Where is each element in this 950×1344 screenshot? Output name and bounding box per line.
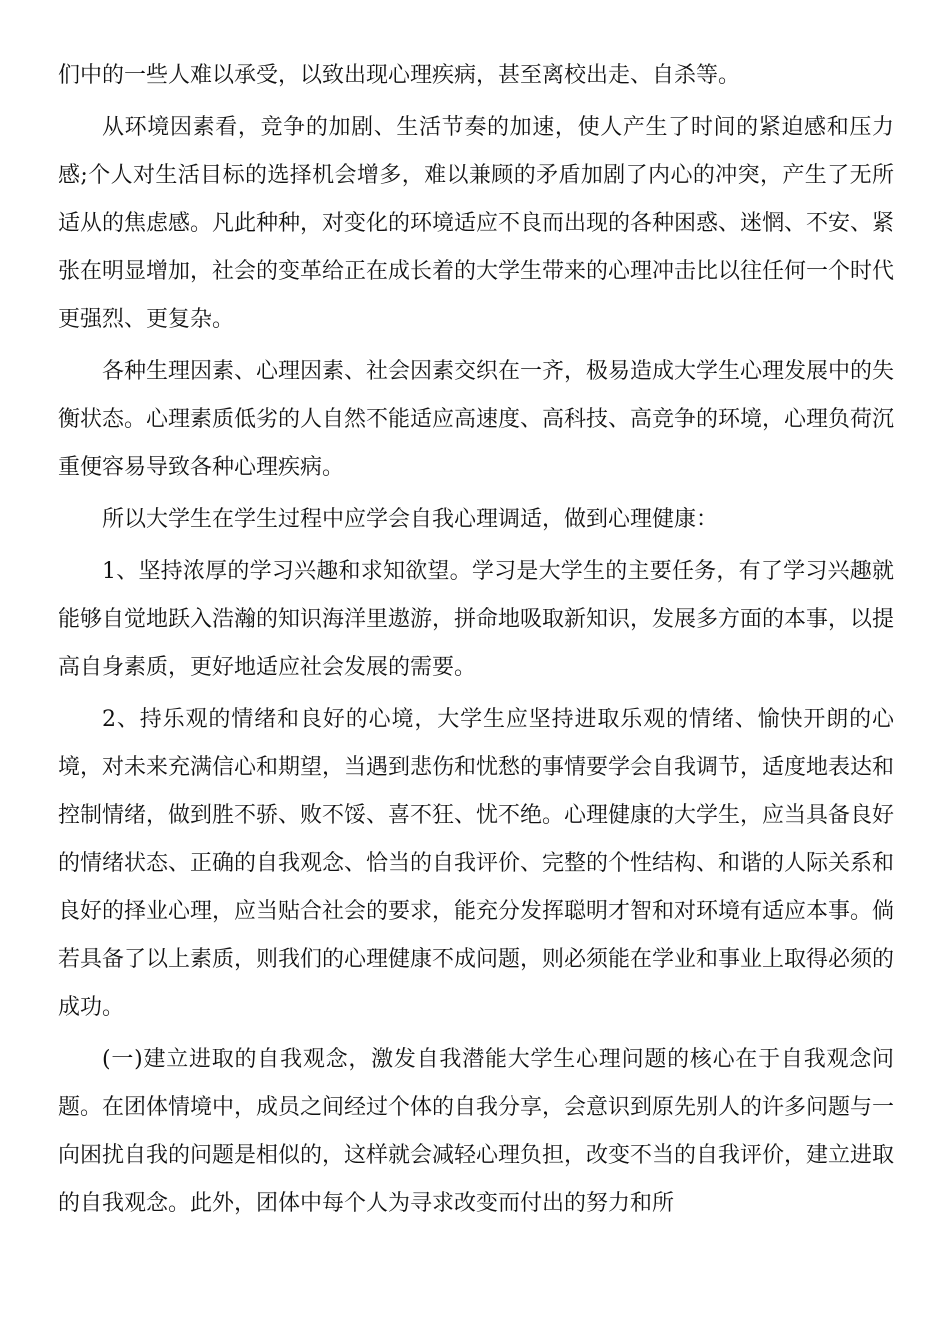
paragraph-4: 所以大学生在学生过程中应学会自我心理调适，做到心理健康： bbox=[102, 507, 719, 532]
paragraph-2: 从环境因素看，竞争的加剧、生活节奏的加速，使人产生了时间的紧迫感和压力感;个人对生活目标的选择机会增多，难以兼顾的矛盾加剧了内心的冲突，产生了无所适从的焦虑感。凡此种种，对变化的环境适应不良而出现的各种困惑、迷惘、不安、紧张在明显增加，社会的变革给正在成长着的大学生带来的心理冲击比以往任何一个时代更强烈、更复杂。 bbox=[58, 115, 895, 332]
paragraph-3: 各种生理因素、心理因素、社会因素交织在一齐，极易造成大学生心理发展中的失衡状态。心理素质低劣的人自然不能适应高速度、高科技、高竞争的环境，心理负荷沉重便容易导致各种心理疾病。 bbox=[58, 359, 895, 480]
paragraph-6: 2、持乐观的情绪和良好的心境，大学生应坚持进取乐观的情绪、愉快开朗的心境，对未来充满信心和期望，当遇到悲伤和忧愁的事情要学会自我调节，适度地表达和控制情绪，做到胜不骄、败不馁、喜不狂、忧不绝。心理健康的大学生，应当具备良好的情绪状态、正确的自我观念、恰当的自我评价、完整的个性结构、和谐的人际关系和良好的择业心理，应当贴合社会的要求，能充分发挥聪明才智和对环境有适应本事。倘若具备了以上素质，则我们的心理健康不成问题，则必须能在学业和事业上取得必须的成功。 bbox=[58, 707, 895, 1020]
document-body bbox=[58, 52, 894, 1232]
paragraph-7: (一)建立进取的自我观念，激发自我潜能大学生心理问题的核心在于自我观念问题。在团体情境中，成员之间经过个体的自我分享，会意识到原先别人的许多问题与一向困扰自我的问题是相似的，这样就会减轻心理负担，改变不当的自我评价，建立进取的自我观念。此外，团体中每个人为寻求改变而付出的努力和所 bbox=[58, 1047, 895, 1216]
paragraph-1: 们中的一些人难以承受，以致出现心理疾病，甚至离校出走、自杀等。 bbox=[58, 63, 741, 88]
paragraph-5: 1、坚持浓厚的学习兴趣和求知欲望。学习是大学生的主要任务，有了学习兴趣就能够自觉地跃入浩瀚的知识海洋里遨游，拼命地吸取新知识，发展多方面的本事，以提高自身素质，更好地适应社会发展的需要。 bbox=[58, 559, 895, 680]
